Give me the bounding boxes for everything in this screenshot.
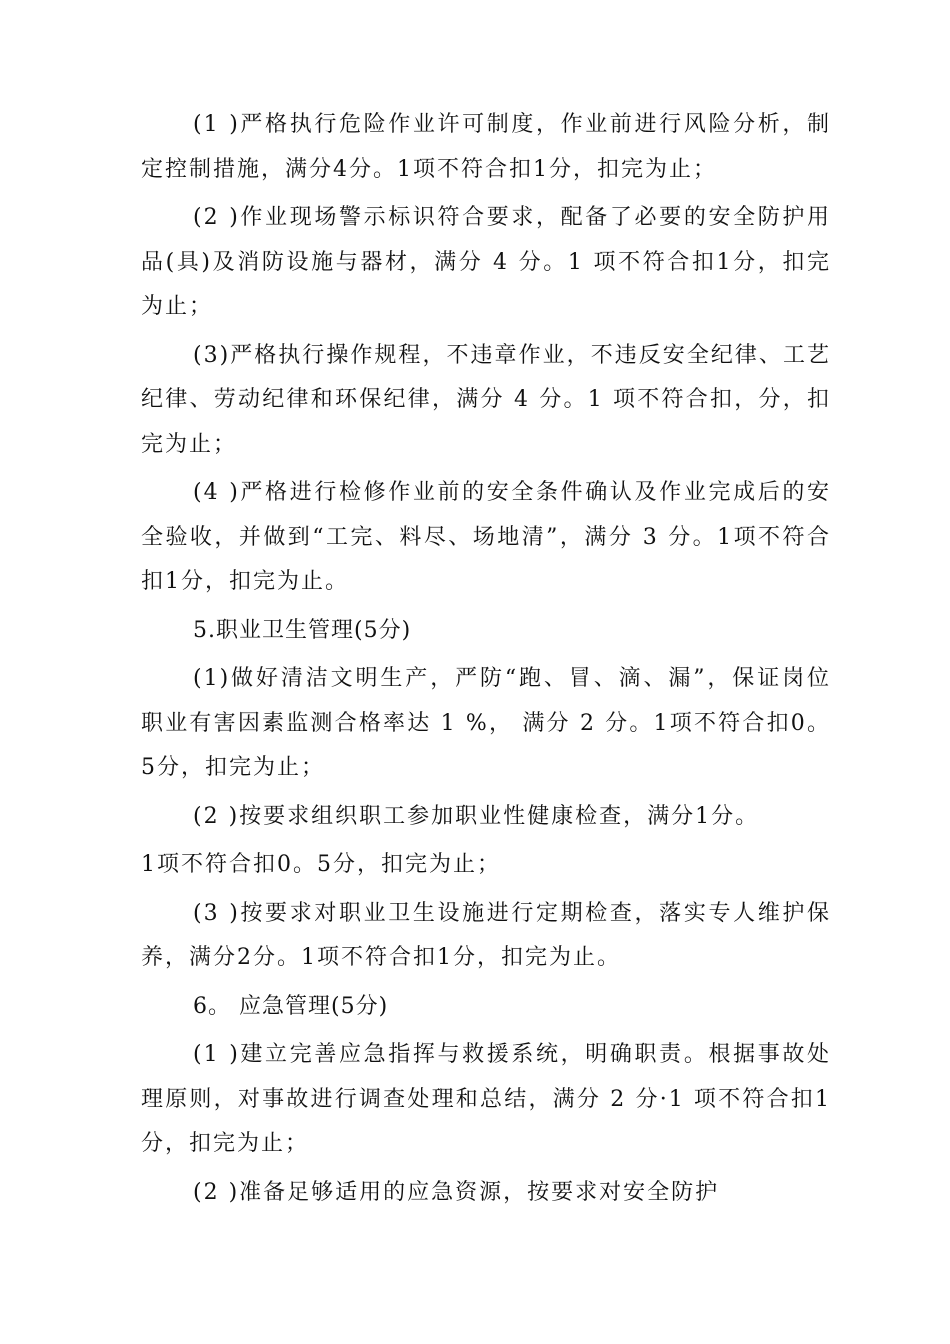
paragraph-item-8: (1 )建立完善应急指挥与救援系统，明确职责。根据事故处理原则，对事故进行调查处理和总结，满分 2 分·1 项不符合扣1分，扣完为止； xyxy=(141,1042,831,1156)
document-body xyxy=(141,103,831,1219)
paragraph-item-7: (3 )按要求对职业卫生设施进行定期检查，落实专人维护保养，满分2分。1项不符合扣1分，扣完为止。 xyxy=(141,900,831,970)
paragraph-item-3: (3)严格执行操作规程，不违章作业，不违反安全纪律、工艺纪律、劳动纪律和环保纪律，满分 4 分。1 项不符合扣，分，扣完为止； xyxy=(141,342,831,457)
paragraph-item-2: (2 )作业现场警示标识符合要求，配备了必要的安全防护用品(具)及消防设施与器材，满分 4 分。1 项不符合扣1分，扣完为止； xyxy=(141,205,831,319)
paragraph-item-6-continuation: 1项不符合扣0。5分，扣完为止； xyxy=(141,852,501,877)
section-heading-emergency-management: 6。 应急管理(5分) xyxy=(193,993,389,1019)
paragraph-item-4: (4 )严格进行检修作业前的安全条件确认及作业完成后的安全验收，并做到“工完、料尽、场地清”，满分 3 分。1项不符合扣1分，扣完为止。 xyxy=(141,480,831,594)
paragraph-item-9: (2 )准备足够适用的应急资源，按要求对安全防护 xyxy=(193,1179,720,1205)
section-heading-occupational-health: 5.职业卫生管理(5分) xyxy=(193,617,412,643)
paragraph-item-6: (2 )按要求组织职工参加职业性健康检查，满分1分。 xyxy=(193,803,760,829)
paragraph-item-5: (1)做好清洁文明生产，严防“跑、冒、滴、漏”，保证岗位职业有害因素监测合格率达 1 %， 满分 2 分。1项不符合扣0。5分，扣完为止； xyxy=(141,666,831,780)
paragraph-item-1: (1 )严格执行危险作业许可制度，作业前进行风险分析，制定控制措施，满分4分。1项不符合扣1分，扣完为止； xyxy=(141,112,831,182)
